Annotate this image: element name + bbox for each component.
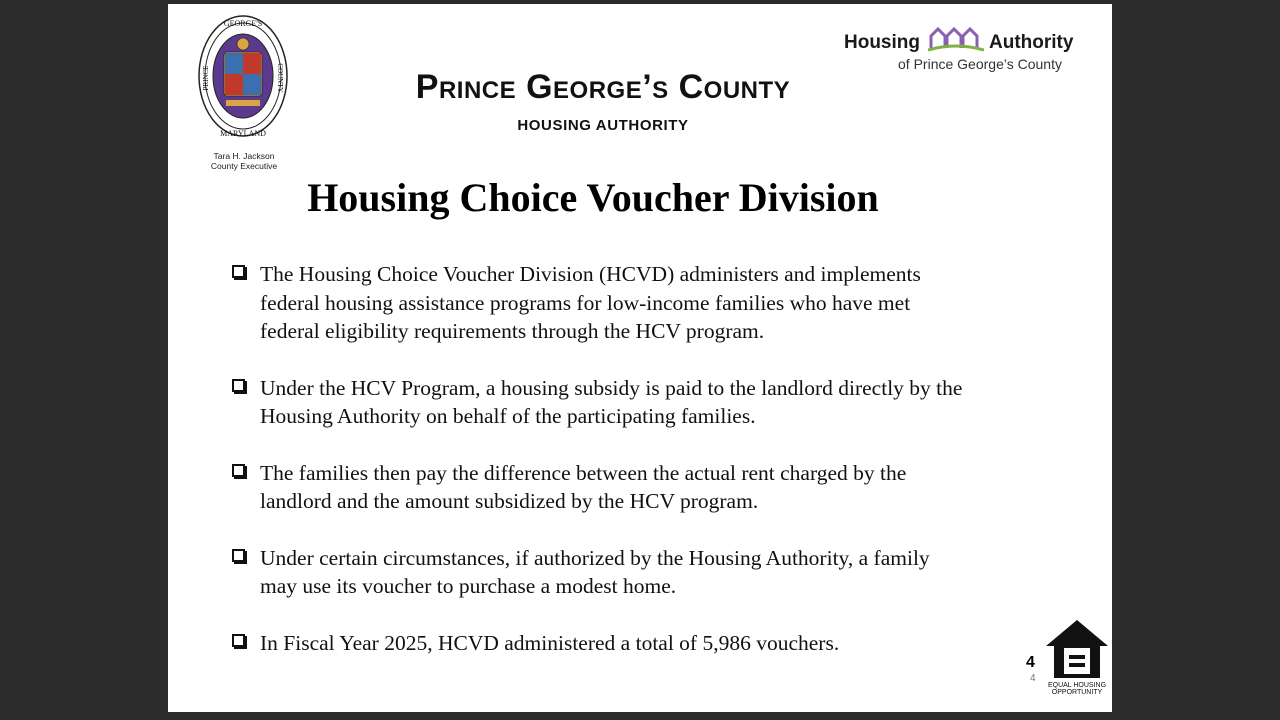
list-item: In Fiscal Year 2025, HCVD administered a total of 5,986 vouchers. bbox=[230, 629, 970, 658]
equal-housing-logo bbox=[1044, 618, 1110, 698]
bullet-list bbox=[230, 260, 970, 657]
equal-housing-house-icon bbox=[1044, 618, 1110, 680]
houses-icon bbox=[928, 24, 984, 52]
checkbox-bullet-icon bbox=[232, 464, 245, 477]
presentation-slide bbox=[168, 4, 1112, 712]
list-item: The Housing Choice Voucher Division (HCVD) administers and implements federal housing assistance programs for low-income families who have met federal eligibility requirements through the HCV program. bbox=[230, 260, 970, 346]
housing-authority-logo bbox=[844, 22, 1094, 78]
slide-title: Housing Choice Voucher Division bbox=[307, 175, 879, 220]
logo-subtitle: of Prince George’s County bbox=[898, 56, 1062, 72]
svg-text:MARYLAND: MARYLAND bbox=[220, 129, 266, 138]
organization-subtitle: HOUSING AUTHORITY bbox=[517, 117, 689, 134]
svg-text:GEORGE'S: GEORGE'S bbox=[223, 19, 263, 28]
organization-title: Prince George’s County bbox=[415, 68, 791, 106]
checkbox-bullet-icon bbox=[232, 549, 245, 562]
svg-text:COUNTY: COUNTY bbox=[276, 63, 284, 93]
county-executive-block bbox=[194, 151, 294, 171]
page-number-small: 4 bbox=[1030, 673, 1036, 684]
svg-text:PRINCE: PRINCE bbox=[202, 65, 210, 91]
list-item: Under the HCV Program, a housing subsidy is paid to the landlord directly by the Housing Authority on behalf of the participating families. bbox=[230, 374, 970, 431]
county-executive-title: County Executive bbox=[210, 161, 278, 171]
logo-word-authority: Authority bbox=[989, 32, 1074, 53]
logo-word-housing: Housing bbox=[844, 32, 920, 53]
county-seal-icon bbox=[198, 14, 288, 142]
list-item: The families then pay the difference between the actual rent charged by the landlord and the amount subsidized by the HCV program. bbox=[230, 459, 970, 516]
county-executive-name: Tara H. Jackson bbox=[213, 151, 275, 161]
page-number: 4 bbox=[1026, 654, 1035, 671]
list-item: Under certain circumstances, if authorized by the Housing Authority, a family may use its voucher to purchase a modest home. bbox=[230, 544, 970, 601]
checkbox-bullet-icon bbox=[232, 634, 245, 647]
checkbox-bullet-icon bbox=[232, 265, 245, 278]
checkbox-bullet-icon bbox=[232, 379, 245, 392]
equal-housing-text: EQUAL HOUSING OPPORTUNITY bbox=[1047, 682, 1107, 696]
